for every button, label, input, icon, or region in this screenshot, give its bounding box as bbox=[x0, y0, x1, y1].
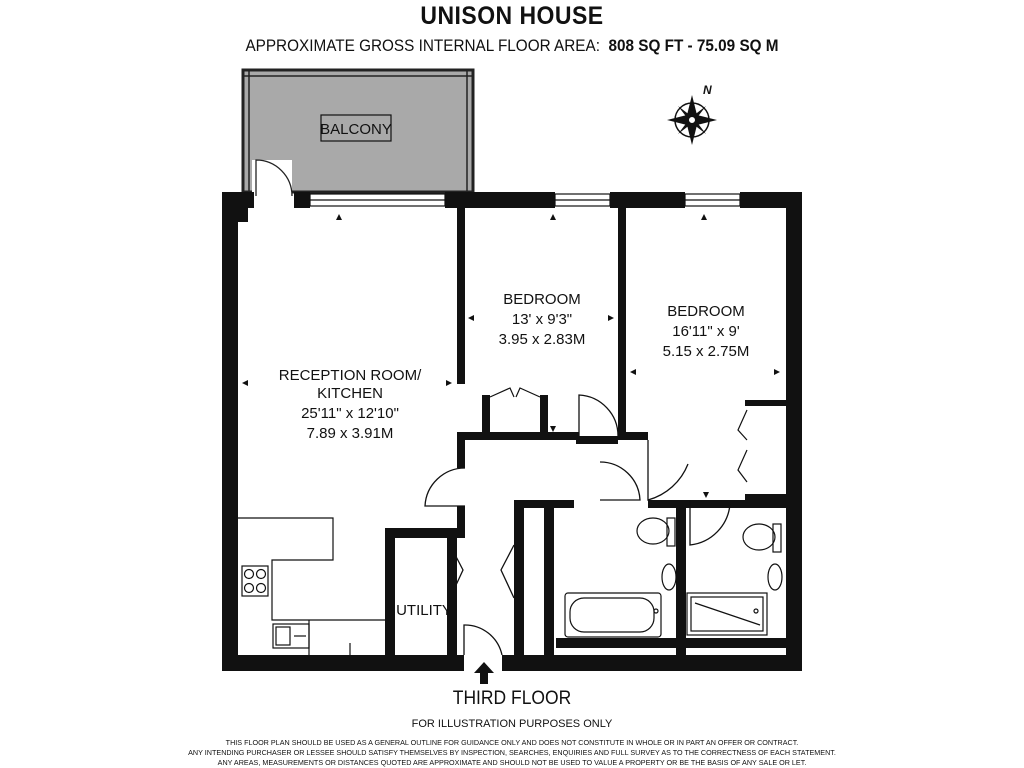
reception-name-line1: RECEPTION ROOM/ bbox=[278, 367, 422, 384]
disclaimer bbox=[20, 738, 1003, 768]
floor-name: THIRD FLOOR bbox=[452, 688, 572, 709]
bedroom1-imperial: 13' x 9'3" bbox=[511, 311, 573, 328]
disclaimer-line-3: ANY AREAS, MEASUREMENTS OR DISTANCES QUOTED ARE APPROXIMATE AND SHOULD NOT BE USED TO VALUE A PROPERTY OR BE THE BASIS OF ANY SALE OR LET. bbox=[217, 758, 807, 767]
kitchen-units bbox=[238, 518, 385, 655]
entrance-arrow bbox=[474, 662, 494, 684]
plan-title: UNISON HOUSE bbox=[420, 2, 604, 30]
bedroom2-imperial: 16'11" x 9' bbox=[672, 323, 740, 340]
compass-icon bbox=[667, 83, 717, 145]
floor-area-sqm: 75.09 SQ M bbox=[696, 36, 779, 55]
disclaimer-line-2: ANY INTENDING PURCHASER OR LESSEE SHOULD SATISFY THEMSELVES BY INSPECTION, SEARCHES, ENQUIRIES AND FULL SURVEY AS TO THE CORRECTNESS OF EACH STATEMENT. bbox=[188, 748, 836, 757]
balcony-door bbox=[252, 160, 292, 196]
reception-imperial: 25'11" x 12'10" bbox=[301, 405, 399, 422]
disclaimer-line-1: THIS FLOOR PLAN SHOULD BE USED AS A GENERAL OUTLINE FOR GUIDANCE ONLY AND DOES NOT CONSTITUTE IN WHOLE OR IN PART AN OFFER OR CONTRACT. bbox=[225, 738, 799, 747]
bedroom2-name: BEDROOM bbox=[667, 303, 745, 320]
compass-north-label: N bbox=[703, 83, 712, 97]
bedroom1-name: BEDROOM bbox=[503, 291, 581, 308]
bathroom-2-fixtures bbox=[687, 524, 782, 635]
floor-area-separator: - bbox=[683, 36, 697, 55]
interior-walls bbox=[385, 207, 788, 658]
bedroom1-metric: 3.95 x 2.83M bbox=[498, 331, 586, 348]
reception-metric: 7.89 x 3.91M bbox=[306, 425, 394, 442]
bedroom2-metric: 5.15 x 2.75M bbox=[662, 343, 750, 360]
utility-name: UTILITY bbox=[396, 602, 452, 619]
illustration-note: FOR ILLUSTRATION PURPOSES ONLY bbox=[411, 718, 613, 730]
bathroom-1-fixtures bbox=[565, 518, 676, 637]
reception-name-line2: KITCHEN bbox=[317, 385, 383, 402]
floor-area-sqft: 808 SQ FT bbox=[608, 36, 684, 55]
floor-area-label: APPROXIMATE GROSS INTERNAL FLOOR AREA: bbox=[245, 36, 600, 55]
balcony-label: BALCONY bbox=[320, 121, 392, 138]
